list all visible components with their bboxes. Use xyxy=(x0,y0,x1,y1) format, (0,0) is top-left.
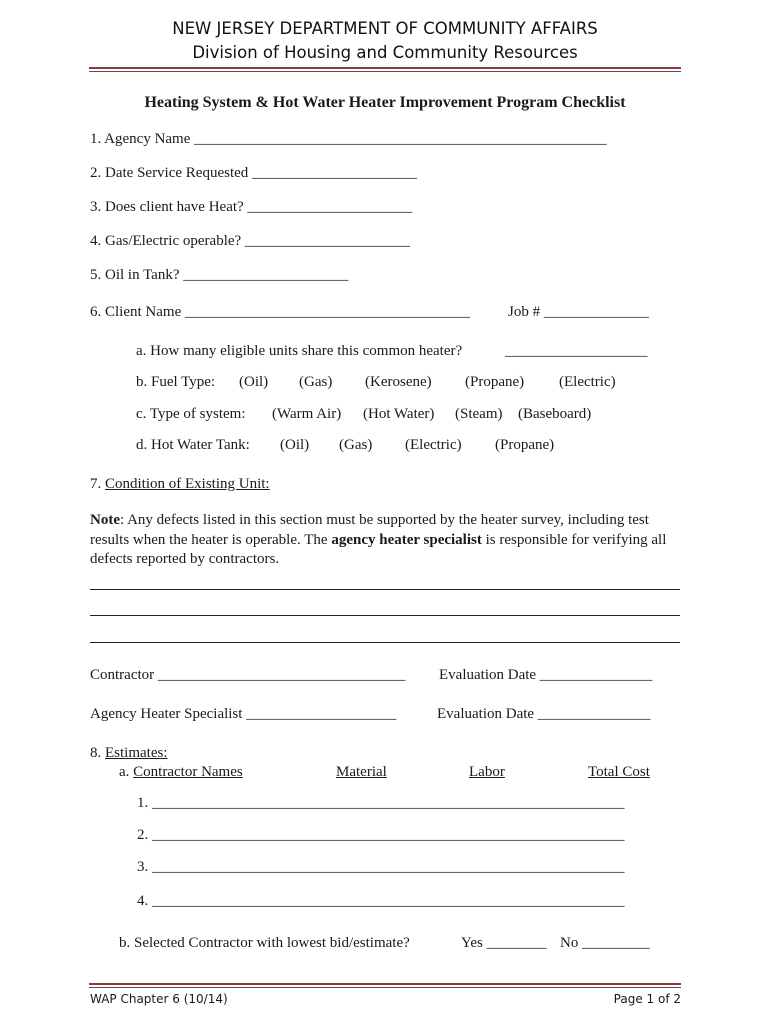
defect-line-2[interactable] xyxy=(90,615,680,616)
fuel-option-propane[interactable]: (Propane) xyxy=(465,374,525,390)
note-text-1: : Any defects listed in this section must be supported by the heater survey, including test results when the heater is operable. The xyxy=(90,512,649,548)
col-contractor-names-label: Contractor Names xyxy=(133,764,243,780)
fuel-option-kerosene[interactable]: (Kerosene) xyxy=(365,374,432,390)
page-title: Heating System & Hot Water Heater Improvement Program Checklist xyxy=(144,94,626,111)
condition-label: Condition of Existing Unit: xyxy=(105,476,270,492)
tank-option-propane[interactable]: (Propane) xyxy=(495,437,555,453)
contractor-evaluation-date-field[interactable]: Evaluation Date _______________ xyxy=(439,667,653,683)
col-labor: Labor xyxy=(469,764,505,780)
tank-option-gas[interactable]: (Gas) xyxy=(339,437,373,453)
defect-line-3[interactable] xyxy=(90,642,680,643)
system-type-label: c. Type of system: xyxy=(136,406,246,422)
client-has-heat-field[interactable]: 3. Does client have Heat? ______________________ xyxy=(90,199,413,215)
units-share-question: a. How many eligible units share this common heater? xyxy=(136,343,463,359)
col-contractor-names xyxy=(119,765,243,780)
tank-option-electric[interactable]: (Electric) xyxy=(405,437,462,453)
estimates-number: 8. xyxy=(90,745,105,761)
system-option-hot-water[interactable]: (Hot Water) xyxy=(363,406,435,422)
system-option-steam[interactable]: (Steam) xyxy=(455,406,503,422)
client-name-field[interactable]: 6. Client Name ______________________________________ xyxy=(90,304,470,320)
col-prefix: a. xyxy=(119,764,134,780)
system-option-warm-air[interactable]: (Warm Air) xyxy=(272,406,342,422)
footer-page-number: Page 1 of 2 xyxy=(613,992,681,1006)
fuel-type-label: b. Fuel Type: xyxy=(136,374,216,390)
contractor-field[interactable]: Contractor _________________________________ xyxy=(90,667,406,683)
note-label: Note xyxy=(90,512,120,528)
header-division: Division of Housing and Community Resources xyxy=(192,43,578,62)
fuel-option-electric[interactable]: (Electric) xyxy=(559,374,616,390)
estimate-row[interactable]: 3. _______________________________________________________________ xyxy=(137,859,625,875)
condition-heading xyxy=(90,477,270,492)
note-paragraph xyxy=(90,511,685,570)
fuel-option-gas[interactable]: (Gas) xyxy=(299,374,333,390)
header-department: NEW JERSEY DEPARTMENT OF COMMUNITY AFFAIRS xyxy=(172,19,598,38)
col-total-cost: Total Cost xyxy=(588,764,650,780)
selected-yes-field[interactable]: Yes ________ xyxy=(461,935,547,951)
estimates-label: Estimates: xyxy=(105,745,168,761)
specialist-evaluation-date-field[interactable]: Evaluation Date _______________ xyxy=(437,706,651,722)
footer-rule-top xyxy=(89,983,681,985)
defect-line-1[interactable] xyxy=(90,589,680,590)
note-bold: agency heater specialist xyxy=(331,531,482,548)
header-rule-bottom xyxy=(89,71,681,72)
agency-heater-specialist-field[interactable]: Agency Heater Specialist ____________________ xyxy=(90,706,397,722)
estimate-row[interactable]: 2. _______________________________________________________________ xyxy=(137,827,625,843)
agency-name-field[interactable]: 1. Agency Name _______________________________________________________ xyxy=(90,131,607,147)
selected-contractor-question: b. Selected Contractor with lowest bid/estimate? xyxy=(119,935,410,951)
units-share-field[interactable]: ___________________ xyxy=(505,343,648,359)
tank-option-oil[interactable]: (Oil) xyxy=(280,437,310,453)
oil-in-tank-field[interactable]: 5. Oil in Tank? ______________________ xyxy=(90,267,349,283)
hot-water-tank-label: d. Hot Water Tank: xyxy=(136,437,250,453)
job-number-field[interactable]: Job # ______________ xyxy=(508,304,649,320)
selected-no-field[interactable]: No _________ xyxy=(560,935,650,951)
footer-chapter: WAP Chapter 6 (10/14) xyxy=(90,992,228,1006)
col-material: Material xyxy=(336,764,387,780)
header-rule-top xyxy=(89,67,681,69)
note-text-2: is responsible for verifying all defects reported by contractors. xyxy=(90,531,667,567)
estimate-row[interactable]: 1. _______________________________________________________________ xyxy=(137,795,625,811)
gas-electric-operable-field[interactable]: 4. Gas/Electric operable? ______________________ xyxy=(90,233,410,249)
estimate-row[interactable]: 4. _______________________________________________________________ xyxy=(137,893,625,909)
estimates-heading xyxy=(90,746,168,761)
date-service-requested-field[interactable]: 2. Date Service Requested ______________________ xyxy=(90,165,418,181)
footer-rule-bottom xyxy=(89,987,681,988)
condition-number: 7. xyxy=(90,476,105,492)
fuel-option-oil[interactable]: (Oil) xyxy=(239,374,269,390)
system-option-baseboard[interactable]: (Baseboard) xyxy=(518,406,592,422)
